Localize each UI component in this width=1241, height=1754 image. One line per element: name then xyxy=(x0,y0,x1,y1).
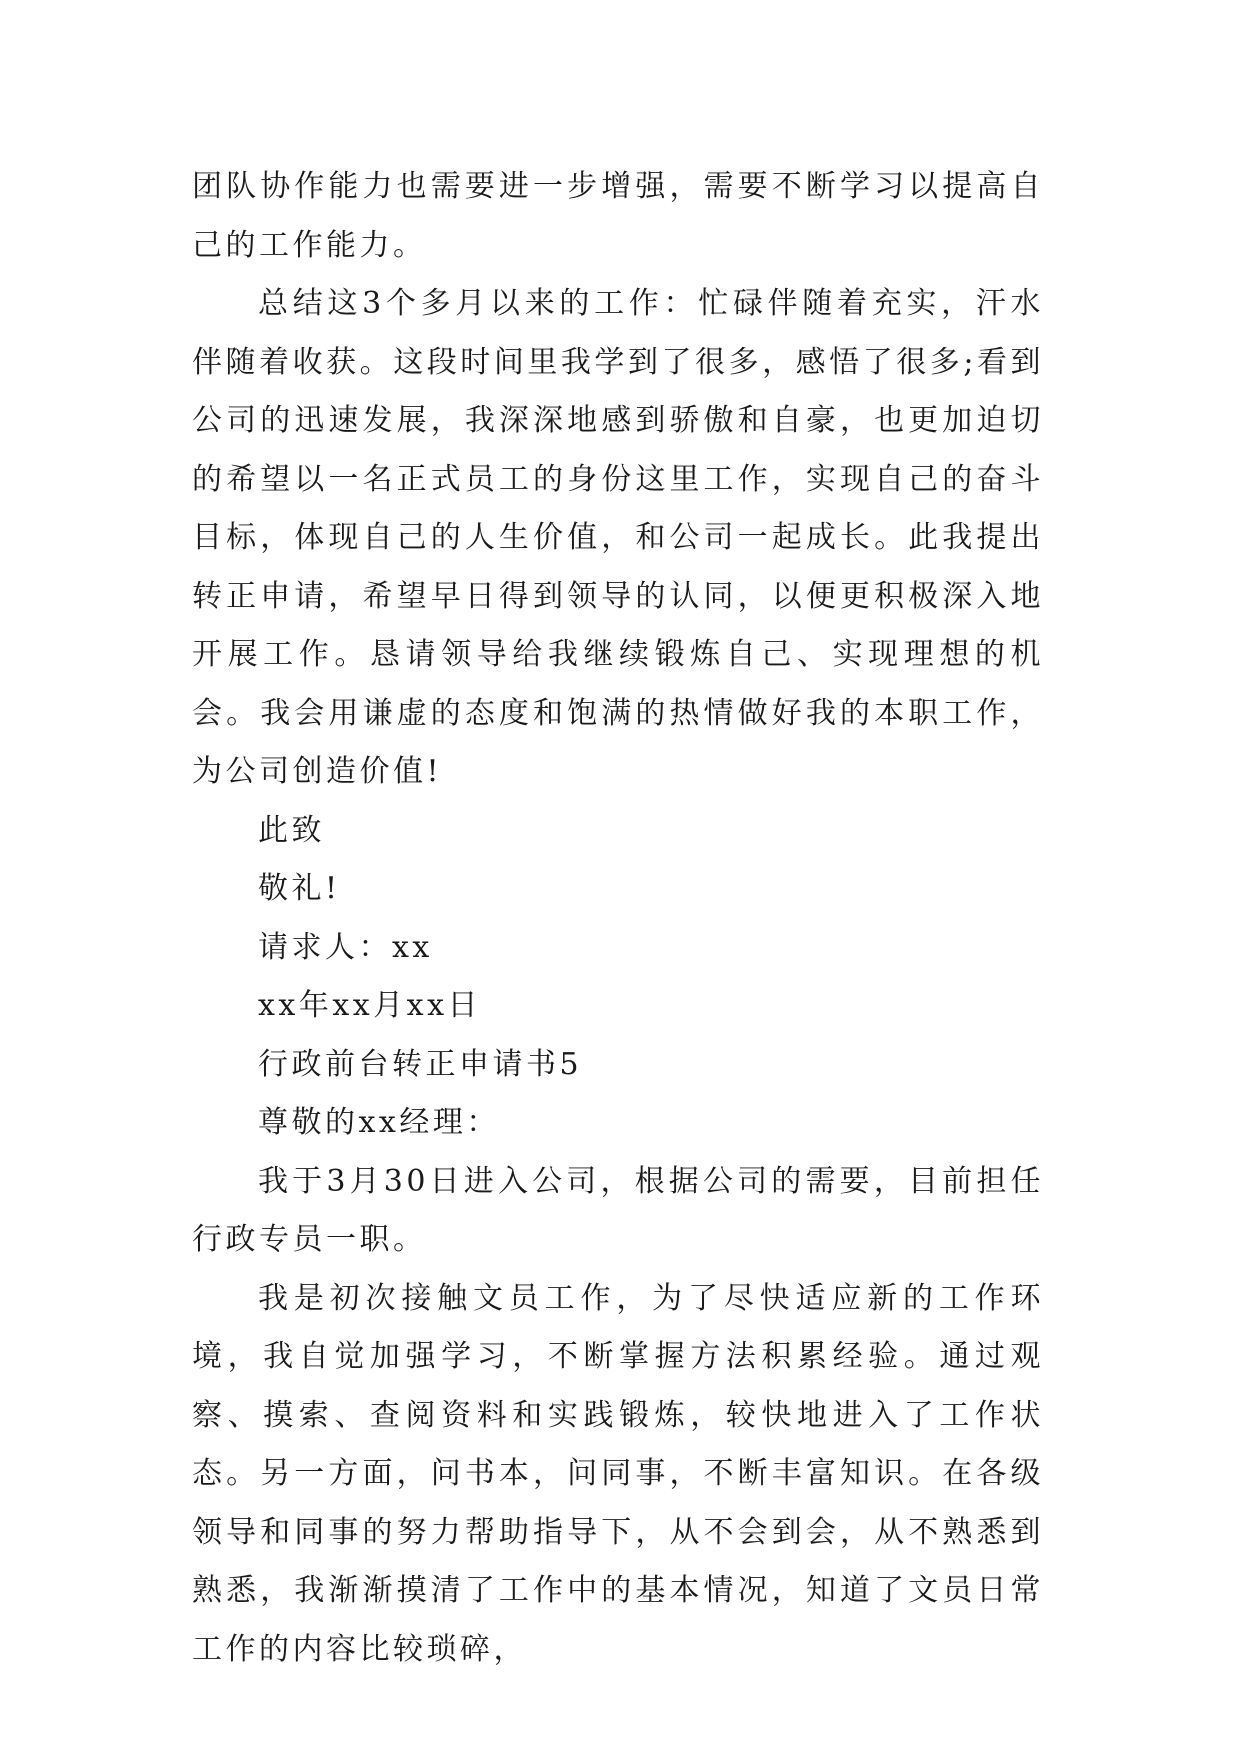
requester-line: 请求人：xx xyxy=(258,929,433,965)
date-line: xx年xx月xx日 xyxy=(258,988,482,1023)
closing-respect: 敬礼! xyxy=(258,871,341,906)
paragraph-experience: 我是初次接触文员工作，为了尽快适应新的工作环境，我自觉加强学习，不断掌握方法积累经验。通过观察、摸索、查阅资料和实践锻炼，较快地进入了工作状态。另一方面，问书本，问同事，不断丰富知识。在各级领导和同事的努力帮助指导下，从不会到会，从不熟悉到熟悉，我渐渐摸清了工作中的基本情况，知道了文员日常工作的内容比较琐碎， xyxy=(192,1280,1044,1667)
greeting-line: 尊敬的xx经理： xyxy=(258,1105,500,1140)
closing-salutation: 此致 xyxy=(258,812,325,848)
document-body xyxy=(192,158,1044,1679)
paragraph-intro: 我于3月30日进入公司，根据公司的需要，目前担任行政专员一职。 xyxy=(192,1163,1044,1257)
paragraph-teamwork: 团队协作能力也需要进一步增强，需要不断学习以提高自己的工作能力。 xyxy=(192,169,1044,263)
paragraph-summary: 总结这3个多月以来的工作：忙碌伴随着充实，汗水伴随着收获。这段时间里我学到了很多，感悟了很多;看到公司的迅速发展，我深深地感到骄傲和自豪，也更加迫切的希望以一名正式员工的身份这里工作，实现自己的奋斗目标，体现自己的人生价值，和公司一起成长。此我提出转正申请，希望早日得到领导的认同，以便更积极深入地开展工作。恳请领导给我继续锻炼自己、实现理想的机会。我会用谦虚的态度和饱满的热情做好我的本职工作，为公司创造价值! xyxy=(192,286,1044,789)
section-title: 行政前台转正申请书5 xyxy=(258,1046,583,1082)
